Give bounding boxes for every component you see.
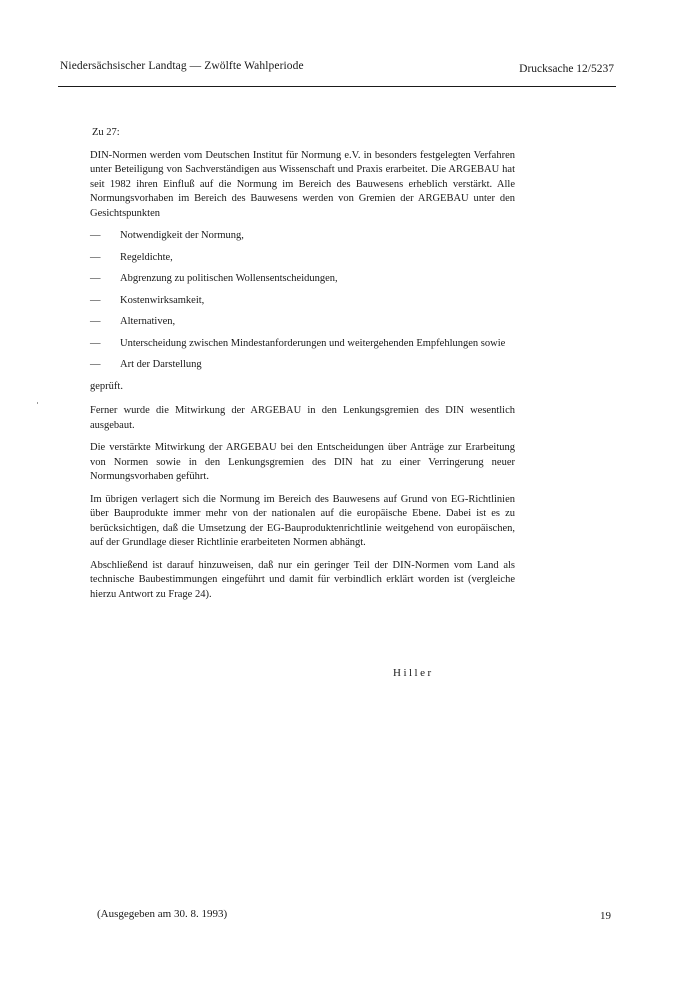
list-item xyxy=(90,358,515,373)
paragraph-eg-richtlinien: Im übrigen verlagert sich die Normung im Bereich des Bauwesens auf Grund von EG-Richtlinien über Bauprodukte immer mehr von der nationalen auf die europäische Ebene. Dabei ist es zu berücksichtigen, daß die Umsetzung der EG-Bauproduktenrichtlinie weitgehend von europäischen, auf der Grundlage dieser Richtlinie erarbeiteten Normen abhängt. xyxy=(90,493,515,548)
list-item-text: Regeldichte, xyxy=(120,251,173,263)
dash-bullet: — xyxy=(90,251,101,263)
criteria-list xyxy=(90,229,515,373)
list-item xyxy=(90,229,515,244)
dash-bullet: — xyxy=(90,273,101,284)
dash-bullet: — xyxy=(90,230,101,241)
list-item xyxy=(90,337,515,352)
list-item xyxy=(90,251,515,266)
list-item-text: Art der Darstellung xyxy=(120,359,202,370)
header-title: Niedersächsischer Landtag — Zwölfte Wahlperiode xyxy=(60,60,304,72)
list-conclusion: geprüft. xyxy=(90,380,123,392)
list-item xyxy=(90,315,515,330)
scan-speck xyxy=(37,402,38,404)
dash-bullet: — xyxy=(90,294,101,306)
paragraph-abschliessend: Abschließend ist darauf hinzuweisen, daß nur ein geringer Teil der DIN-Normen vom Land als technische Baubestimmungen eingeführt und damit für verbindlich erklärt worden ist (vergleiche hierzu Antwort zu Frage 24). xyxy=(90,559,515,600)
issue-date: (Ausgegeben am 30. 8. 1993) xyxy=(97,908,228,920)
signature: Hiller xyxy=(393,667,434,679)
document-number: Drucksache 12/5237 xyxy=(519,63,614,75)
dash-bullet: — xyxy=(90,359,101,370)
paragraph-mitwirkung: Ferner wurde die Mitwirkung der ARGEBAU in den Lenkungsgremien des DIN wesentlich ausgebaut. xyxy=(90,405,515,431)
list-item xyxy=(90,294,515,309)
dash-bullet: — xyxy=(90,316,101,327)
list-item xyxy=(90,272,515,287)
list-item-text: Notwendigkeit der Normung, xyxy=(120,230,244,241)
paragraph-verstaerkte-mitwirkung: Die verstärkte Mitwirkung der ARGEBAU bei den Entscheidungen über Anträge zur Erarbeitung von Normen sowie in den Lenkungsgremien des DIN hat zu einer Verringerung neuer Normungsvorhaben geführt. xyxy=(90,442,515,482)
list-item-text: Alternativen, xyxy=(120,316,176,327)
list-item-text: Abgrenzung zu politischen Wollensentscheidungen, xyxy=(120,273,338,284)
list-item-text: Unterscheidung zwischen Mindestanforderungen und weitergehenden Empfehlungen sowie xyxy=(120,337,506,349)
page-number: 19 xyxy=(600,910,611,922)
document-body xyxy=(90,126,515,610)
header-divider xyxy=(58,86,616,87)
dash-bullet: — xyxy=(90,337,101,349)
section-heading: Zu 27: xyxy=(92,127,120,138)
list-item-text: Kostenwirksamkeit, xyxy=(120,294,205,306)
intro-paragraph: DIN-Normen werden vom Deutschen Institut für Normung e.V. in besonders festgelegten Verfahren unter Beteiligung von Sachverständigen aus Wissenschaft und Praxis erarbeitet. Die ARGEBAU hat seit 1982 ihren Einfluß auf die Normung im Bereich des Bauwesens erheblich verstärkt. Alle Normungsvorhaben im Bereich des Bauwesens werden von Gremien der ARGEBAU unter den Gesichtspunkten xyxy=(90,149,515,219)
